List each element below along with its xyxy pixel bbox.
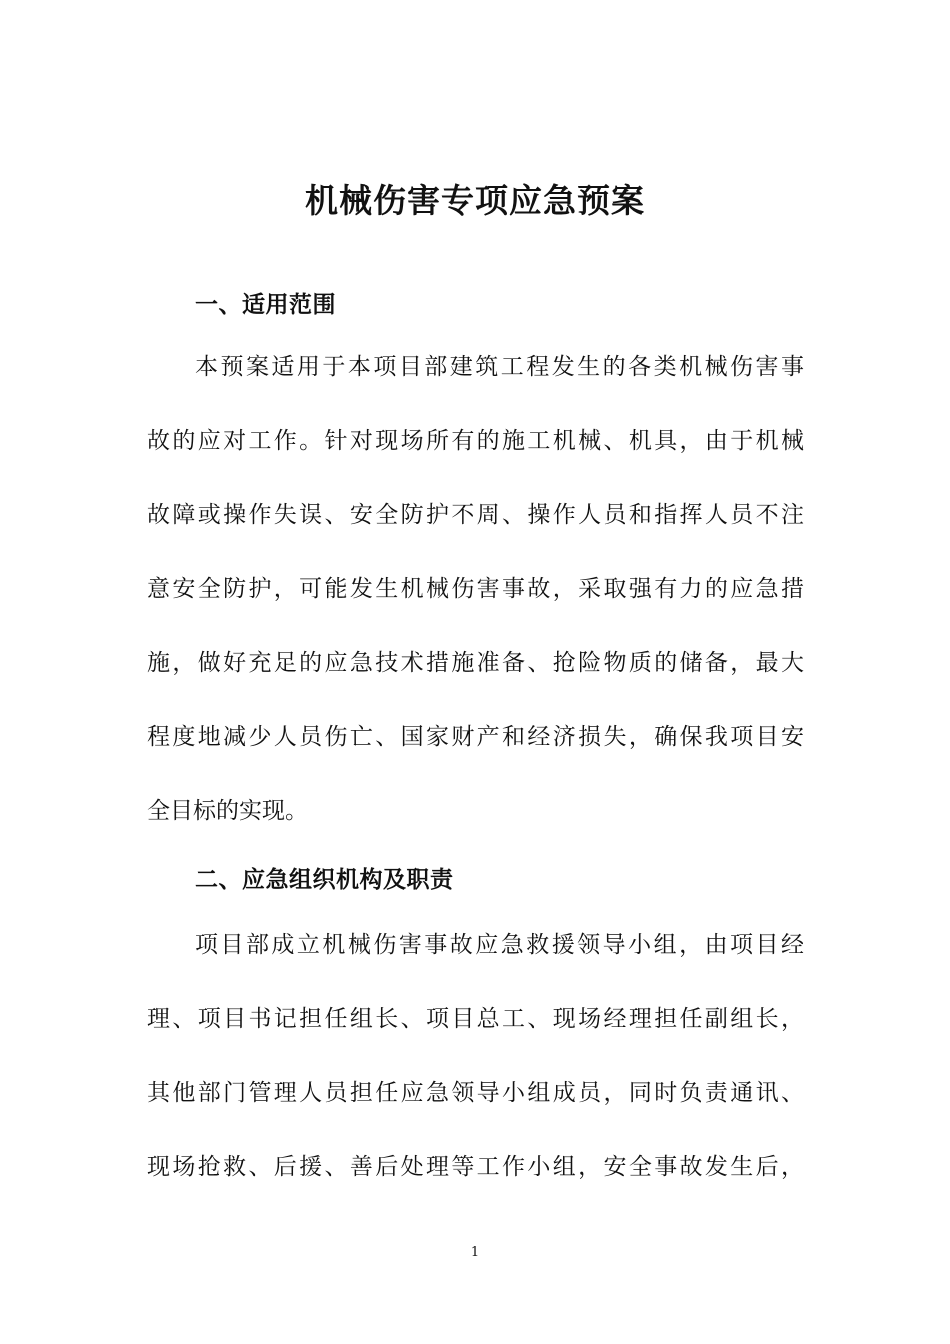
paragraph-line: 故障或操作失误、安全防护不周、操作人员和指挥人员不注 bbox=[147, 502, 804, 528]
paragraph-line: 全目标的实现。 bbox=[147, 798, 308, 824]
paragraph-line: 本预案适用于本项目部建筑工程发生的各类机械伤害事 bbox=[195, 354, 804, 380]
paragraph-line: 程度地减少人员伤亡、国家财产和经济损失，确保我项目安 bbox=[147, 724, 804, 750]
document-title: 机械伤害专项应急预案 bbox=[305, 181, 645, 220]
paragraph-line: 故的应对工作。针对现场所有的施工机械、机具，由于机械 bbox=[147, 428, 804, 454]
paragraph-line: 其他部门管理人员担任应急领导小组成员，同时负责通讯、 bbox=[147, 1080, 804, 1106]
paragraph-line: 项目部成立机械伤害事故应急救援领导小组，由项目经 bbox=[195, 932, 804, 958]
paragraph-line: 施，做好充足的应急技术措施准备、抢险物质的储备，最大 bbox=[147, 650, 804, 676]
section-heading-scope: 一、适用范围 bbox=[195, 291, 336, 318]
paragraph-line: 现场抢救、后援、善后处理等工作小组，安全事故发生后， bbox=[147, 1154, 804, 1180]
paragraph-line: 意安全防护，可能发生机械伤害事故，采取强有力的应急措 bbox=[147, 576, 804, 602]
section-heading-organization: 二、应急组织机构及职责 bbox=[195, 866, 454, 893]
page-number: 1 bbox=[470, 1245, 480, 1260]
paragraph-line: 理、项目书记担任组长、项目总工、现场经理担任副组长， bbox=[147, 1006, 804, 1032]
